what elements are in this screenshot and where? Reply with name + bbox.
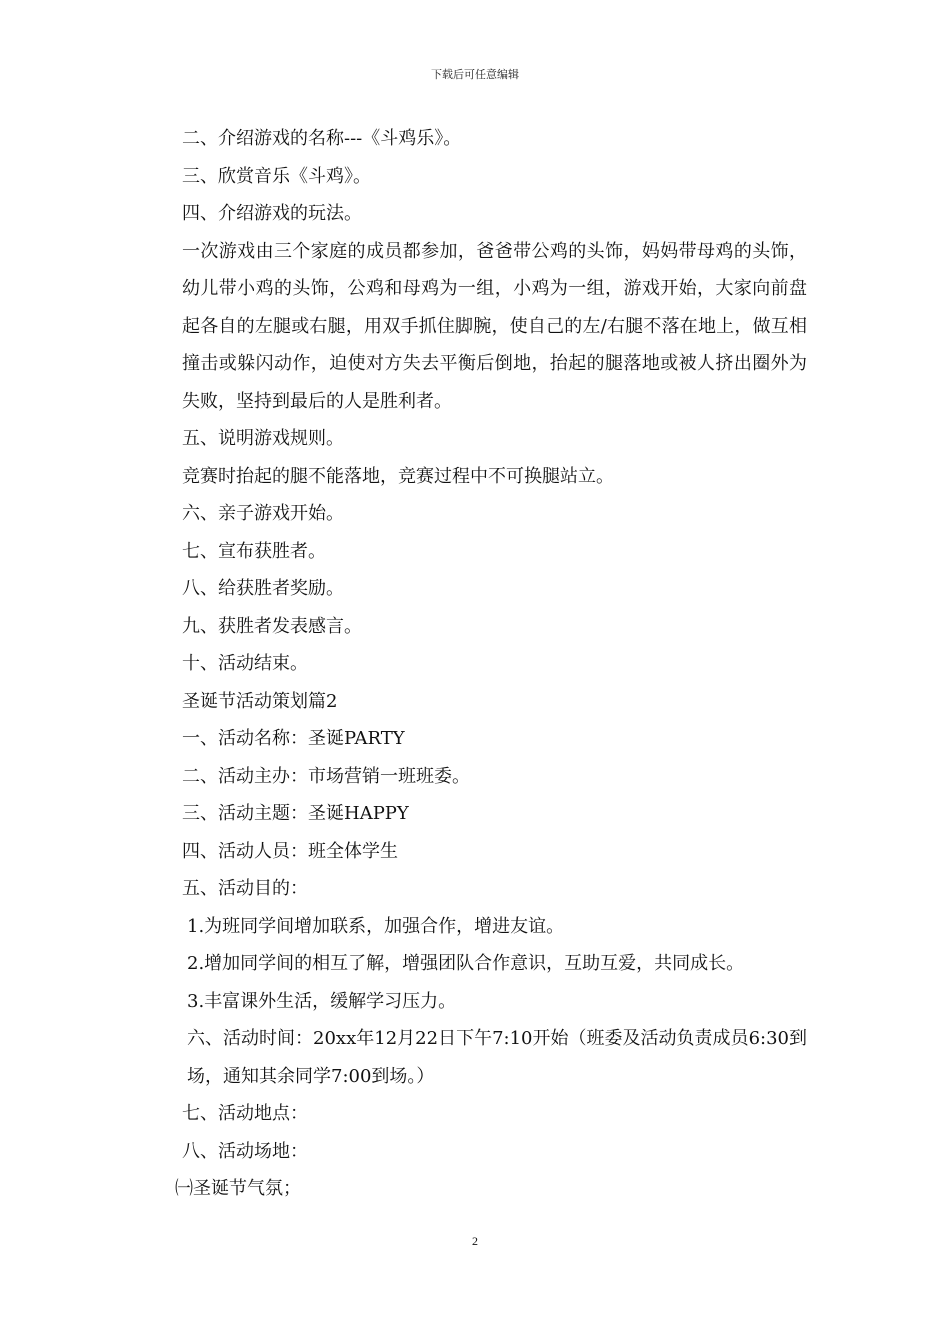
activity-name: 一、活动名称：圣诞PARTY [182, 728, 405, 749]
rule-text: 竞赛时抬起的腿不能落地，竞赛过程中不可换腿站立。 [182, 465, 614, 487]
page-header-note: 下载后可任意编辑 [431, 68, 519, 81]
section-reward: 八、给获胜者奖励。 [182, 578, 344, 599]
purpose-item-2: 2.增加同学间的相互了解，增强团队合作意识，互助互爱，共同成长。 [187, 953, 745, 974]
section-game-rules-intro: 四、介绍游戏的玩法。 [182, 203, 362, 224]
section-game-start: 六、亲子游戏开始。 [182, 503, 344, 524]
document-body [145, 120, 807, 1208]
activity-venue: 八、活动场地： [182, 1140, 308, 1162]
plan-title-2: 圣诞节活动策划篇2 [182, 690, 338, 712]
activity-participants: 四、活动人员：班全体学生 [182, 840, 398, 862]
section-winner-speech: 九、获胜者发表感言。 [182, 615, 362, 637]
activity-theme: 三、活动主题：圣诞HAPPY [182, 803, 409, 824]
game-description-paragraph: 一次游戏由三个家庭的成员都参加，爸爸带公鸡的头饰，妈妈带母鸡的头饰，幼儿带小鸡的头饰，公鸡和母鸡为一组，小鸡为一组，游戏开始，大家向前盘起各自的左腿或右腿，用双手抓住脚腕，使自己的左/右腿不落在地上，做互相撞击或躲闪动作，迫使对方失去平衡后倒地，抬起的腿落地或被人挤出圈外为失败，坚持到最后的人是胜利者。 [182, 240, 807, 412]
section-explain-rules: 五、说明游戏规则。 [182, 428, 344, 449]
purpose-item-1: 1.为班同学间增加联系，加强合作，增进友谊。 [187, 915, 565, 937]
section-music: 三、欣赏音乐《斗鸡》。 [182, 165, 371, 187]
purpose-item-3: 3.丰富课外生活，缓解学习压力。 [187, 990, 457, 1012]
activity-time: 六、活动时间：20xx年12月22日下午7:10开始（班委及活动负责成员6:30到场，通知其余同学7:00到场。） [187, 1028, 807, 1087]
section-end: 十、活动结束。 [182, 653, 308, 674]
activity-purpose-heading: 五、活动目的： [182, 878, 308, 899]
venue-item-1: ㈠圣诞节气氛； [175, 1178, 301, 1199]
activity-location: 七、活动地点： [182, 1103, 308, 1124]
page-number: 2 [472, 1234, 478, 1248]
activity-organizer: 二、活动主办：市场营销一班班委。 [182, 765, 470, 787]
section-game-name: 二、介绍游戏的名称---《斗鸡乐》。 [182, 128, 462, 149]
section-announce-winner: 七、宣布获胜者。 [182, 540, 326, 562]
